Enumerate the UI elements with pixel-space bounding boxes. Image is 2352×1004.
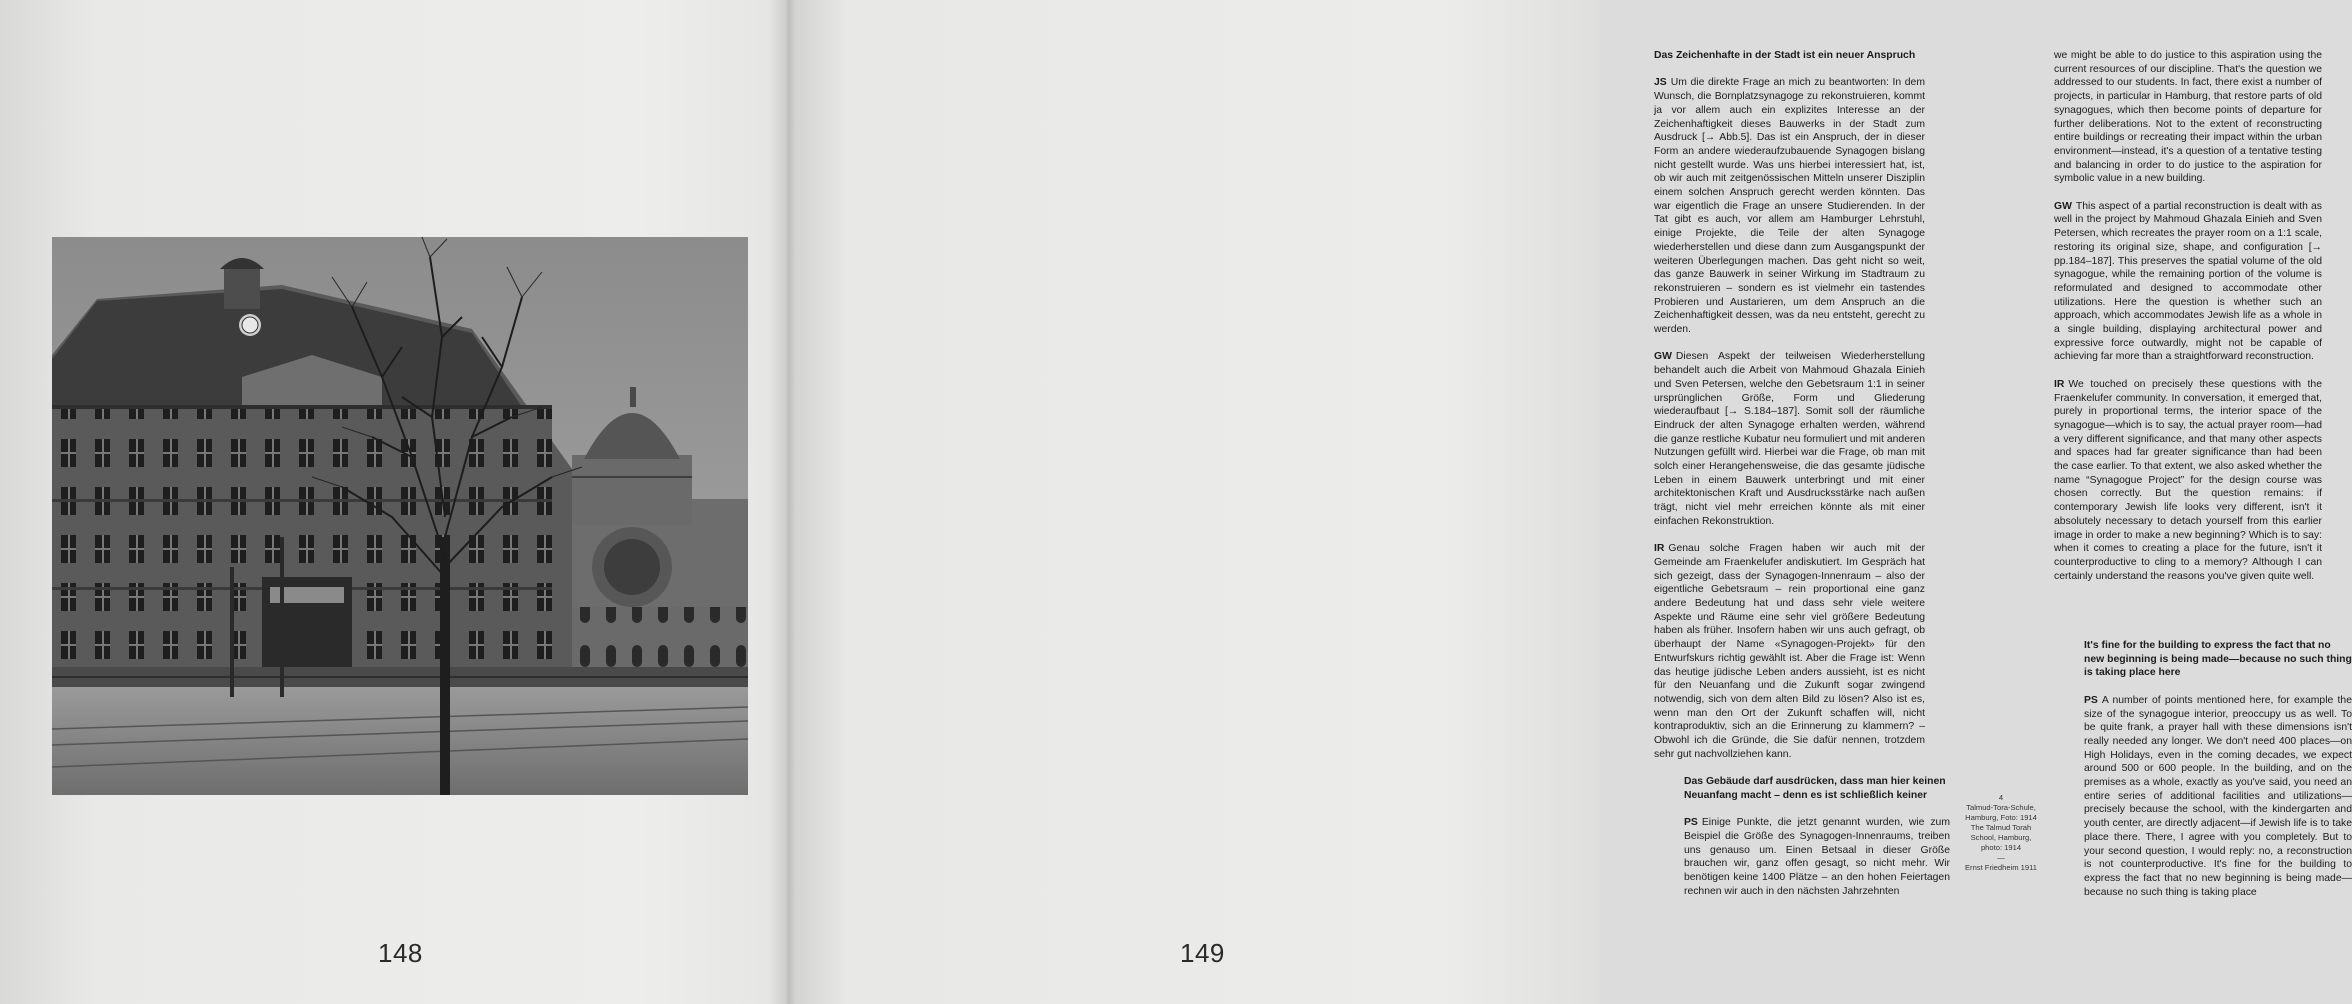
english-text-continuation <box>2084 639 2352 913</box>
pullquote-de: Das Gebäude darf ausdrücken, dass man hier keinen Neuanfang macht – denn es ist schließlich keiner <box>1684 776 1946 801</box>
caption-german: Talmud-Tora-Schule, Hamburg, Foto: 1914 <box>1965 803 2037 822</box>
paragraph-gw-de <box>1654 350 1925 528</box>
section-heading: Das Zeichenhafte in der Stadt ist ein neuer Anspruch <box>1654 50 1916 61</box>
paragraph-ps-de <box>1684 816 1950 898</box>
speaker-initials: GW <box>2054 200 2072 212</box>
caption-separator: — <box>1997 853 2005 862</box>
page-number-right: 149 <box>1180 938 1225 968</box>
caption-english: The Talmud Torah School, Hamburg, photo: 1914 <box>1970 823 2032 852</box>
paragraph-text: Diesen Aspekt der teilweisen Wiederherstellung behandelt auch die Arbeit von Mahmoud Ghazala Einieh und Sven Petersen, welche den Gebetsraum 1:1 in seiner ursprünglichen Größe, Form und Gliederung wiederaufbaut [→ S.184–187]. Somit soll der räumliche Eindruck der alten Synagoge erhalten werden, während die ganze restliche Kubatur neu formuliert und mit anderen Nutzungen gefüllt wird. Hierbei war die Frage, ob man mit solch einer Herangehensweise, die das gesamte jüdische Leben in einem Bauwerk unterbringt und mit einer architektonischen Kraft und Ausdrucksstärke nach außen trägt, nicht viel mehr erreichen könnte als mit einer einfachen Rekonstruktion. <box>1654 351 1925 527</box>
paragraph-text: we might be able to do justice to this aspiration using the current resources of our discipline. That's the question we addressed to our students. In fact, there exist a number of projects, in particular in Hamburg, that restore parts of old synagogues, which then become points of departure for further deliberations. Not to the extent of reconstructing entire buildings or recreating their impact within the urban environment—instead, it's a question of a tentative testing and balancing in order to do justice to the aspiration for symbolic value in a new building. <box>2054 50 2322 185</box>
paragraph-text: A number of points mentioned here, for example the size of the synagogue interior, preoccupy us as well. To be quite frank, a prayer hall with these dimensions isn't really needed any longer. We don't need 400 places—on High Holidays, even in the coming decades, we expect around 500 or 600 people. In the building, and on the premises as a whole, exactly as you've said, you need an entire series of additional facilities and utilizations—precisely because the school, with the kindergarten and youth center, are directly adjacent—if Jewish life is to take place there. There, I agree with you completely. But to your second question, I would reply: no, a reconstruction is not counterproductive. It's fine for the building to express the fact that no new beginning is being made—because no such thing is taking place <box>2084 694 2352 898</box>
speaker-initials: GW <box>1654 351 1672 363</box>
paragraph-ps-en <box>2084 694 2352 900</box>
paragraph-text: Einige Punkte, die jetzt genannt wurden, wie zum Beispiel die Größe des Synagogen-Innenraums, treiben uns genauso um. Einen Betsaal in dieser Größe brauchen wir, ganz offen gesagt, so nicht mehr. Wir benötigen keine 1400 Plätze – an den hohen Feiertagen rechnen wir auch in den nächsten Jahrzehnten <box>1684 817 1950 897</box>
speaker-initials: PS <box>2084 694 2098 706</box>
paragraph-ir-en <box>2054 378 2322 584</box>
paragraph-text: We touched on precisely these questions with the Fraenkelufer community. In conversation, it emerged that, purely in proportional terms, the interior space of the synagogue—which is to say, the actual prayer room—had a very different significance, and that many other aspects and spaces had far greater significance than had been the case earlier. To that extent, we also asked whether the name “Synagogue Project” for the design course was chosen correctly. But the question remains: if contemporary Jewish life looks very different, isn't it absolutely necessary to detach yourself from this earlier image in order to make a new beginning? Which is to say: when it comes to creating a place for the future, isn't it counterproductive to cling to a memory? Although I can certainly understand the reasons you've given quite well. <box>2054 378 2322 582</box>
pullquote-en: It's fine for the building to express the fact that no new beginning is being made—because no such thing is taking place here <box>2084 640 2352 679</box>
paragraph-gw-en <box>2054 200 2322 364</box>
historic-photo-talmud-tora-schule <box>52 237 748 795</box>
paragraph-text: Genau solche Fragen haben wir auch mit der Gemeinde am Fraenkelufer andiskutiert. Im Gespräch hat sich gezeigt, dass der Synagogen-Innenraum – also der eigentliche Gebetsraum – rein proportional eine ganz andere Bedeutung hat und dass sehr viele weitere Aspekte und Räume eine sehr viel größere Bedeutung haben als früher. Insofern haben wir uns auch gefragt, ob überhaupt der Name «Synagogen-Projekt» für den Entwurfskurs richtig gewählt ist. Aber die Frage ist: Wenn das heutige jüdische Leben anders aussieht, ist es nicht für den Neuanfang und die Zukunft sogar zwingend notwendig, sich von dem alten Bild zu lösen? Also ist es, wenn man den Ort der Zukunft schaffen will, nicht kontraproduktiv, sich an die Erinnerung zu klammern? – Obwohl ich die Gründe, die Sie dafür nennen, trotzdem sehr gut nachvollziehen kann. <box>1654 543 1925 760</box>
page-number-left: 148 <box>378 938 423 968</box>
german-text-continuation <box>1684 775 1950 912</box>
caption-credit: Ernst Friedheim 1911 <box>1964 863 2038 872</box>
speaker-initials: PS <box>1684 817 1698 829</box>
photo-caption <box>1962 793 2040 873</box>
english-text-column <box>2054 49 2322 597</box>
left-page <box>0 0 798 1004</box>
paragraph-js-en <box>2054 49 2322 186</box>
speaker-initials: JS <box>1654 77 1667 89</box>
german-text-column <box>1654 49 1925 775</box>
paragraph-js-de <box>1654 76 1925 336</box>
paragraph-text: This aspect of a partial reconstruction is dealt with as well in the project by Mahmoud Ghazala Einieh and Sven Petersen, which recreates the prayer room on a 1:1 scale, restoring its original size, shape, and configuration [→ pp.184–187]. This preserves the spatial volume of the old synagogue, while the remaining portion of the volume is reformulated and designed to accommodate other utilizations. Here the question is whether such an approach, which accommodates Jewish life as a whole in a single building, displaying architectural power and expressive force outwardly, might not be capable of achieving far more than a straightforward reconstruction. <box>2054 200 2322 363</box>
caption-number: 4 <box>1998 793 2004 802</box>
paragraph-ir-de <box>1654 542 1925 761</box>
speaker-initials: IR <box>1654 543 1665 555</box>
right-page <box>802 0 2352 1004</box>
paragraph-text: Um die direkte Frage an mich zu beantworten: In dem Wunsch, die Bornplatzsynagoge zu rekonstruieren, kommt ja vor allem auch ein explizites Interesse an der Zeichenhaftigkeit dieses Bauwerks in der Stadt zum Ausdruck [→ Abb.5]. Das ist ein Anspruch, der in dieser Form an andere wiederaufzubauende Synagogen bislang nicht gestellt wurde. Was uns hierbei interessiert hat, ist, ob wir auch mit zeitgenössischen Mitteln unserer Disziplin einem solchen Anspruch gerecht werden könnten. Das war eigentlich die Frage an unsere Studierenden. In der Tat gibt es auch, vor allem am Hamburger Lehrstuhl, einige Projekte, die Teile der alten Synagoge wiederherstellen und diese dann zum Ausgangspunkt der weiteren Überlegungen machen. Das geht nicht so weit, das ganze Bauwerk in seiner Wirkung im Stadtraum zu rekonstruieren – sondern es ist vielmehr ein tastendes Probieren und Austarieren, um dem Anspruch an die Zeichenhaftigkeit dessen, was da neu entsteht, gerecht zu werden. <box>1654 77 1925 336</box>
speaker-initials: IR <box>2054 378 2065 390</box>
